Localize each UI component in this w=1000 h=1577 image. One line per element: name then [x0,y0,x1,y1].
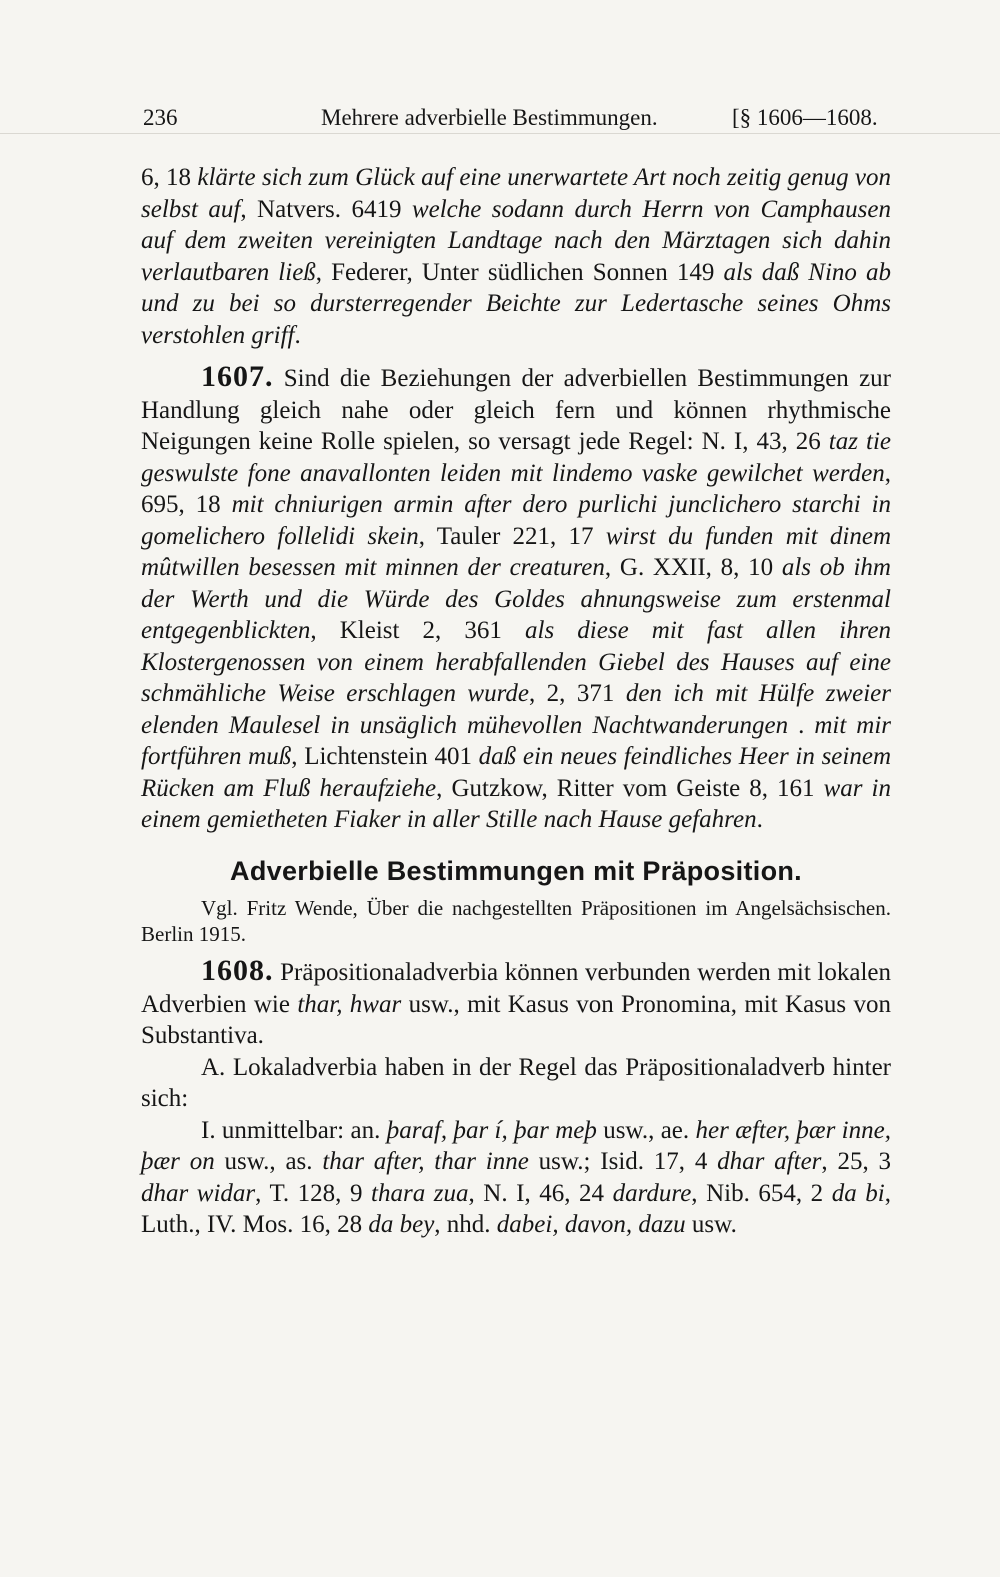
italic-quotation: da bi [831,1179,885,1207]
text-run: , Lichtenstein 401 [291,743,479,770]
text-run: , Luth., IV. Mos. 16, 28 [141,1179,891,1238]
text-run: 6, 18 [141,164,198,191]
italic-quotation: thara zua [371,1179,469,1207]
page-number: 236 [143,105,178,130]
italic-quotation: den ich mit Hülfe zweier elenden Maulesel in unsäglich mühevollen Nachtwanderungen [141,680,891,739]
italic-quotation: da bey [368,1211,435,1238]
text-run: , nhd. [434,1211,497,1238]
text-run: . [756,806,763,833]
italic-quotation: war in einem gemietheten Fiaker in aller Stille nach Hause gefahren [141,774,892,833]
paragraph-1607 [141,361,891,836]
italic-quotation: daß ein neues feindliches Heer in seinem Rücken am Fluß heraufziehe [141,743,891,802]
text-run: , Nib. 654, 2 [691,1179,832,1207]
section-range: [§ 1606—1608. [732,105,878,130]
italic-quotation: als ob ihm der Werth und die Würde des Goldes ahnungsweise zum erstenmal entgegenblickten [141,554,891,644]
text-run: . [294,321,301,349]
italic-quotation: welche sodann durch Herrn von Camphausen auf dem zweiten vereinigten Landtage nach den Märztagen sich dahin verlautbaren ließ [141,195,891,286]
section-heading: Adverbielle Bestimmungen mit Präposition. [230,855,802,886]
text-run: , N. I, 46, 24 [468,1179,613,1207]
section-number: 1607. [201,360,274,393]
paragraph-1608 [141,955,891,1052]
italic-quotation: dhar widar [141,1179,256,1207]
italic-quotation: þaraf, þar í, þar meþ [386,1116,597,1144]
italic-quotation: taz tie geswulste fone anavallonten leiden mit lindemo vaske gewilchet werden [141,428,891,487]
paragraph-1608-a [141,1052,891,1115]
text-run: I. unmittelbar: an. [201,1116,387,1144]
italic-quotation: thar after, thar inne [322,1148,529,1175]
text-run: usw., as. [214,1148,323,1175]
text-run: usw., mit Kasus von Pronomina, mit Kasus von Substantiva. [141,990,891,1049]
italic-quotation: wirst du funden mit dinem mûtwillen besessen mit minnen der creaturen [141,522,891,581]
italic-quotation: mit chniurigen armin after dero purlichi junclichero starchi in gomelichero follelidi skein [141,491,892,550]
bibliographic-reference: Vgl. Fritz Wende, Über die nachgestellten Präpositionen im Angelsächsischen. Berlin 1915. [141,896,891,946]
header-rule [0,133,1000,134]
text-run: , 25, 3 [821,1148,891,1175]
text-run: Sind die Beziehungen der adverbiellen Bestimmungen zur Handlung gleich nahe oder gleich fern und können rhythmische Neigungen keine Rolle spielen, so versagt jede Regel: N. I, 43, 26 [141,365,891,455]
text-run: . [788,711,815,739]
italic-quotation: thar, hwar [297,990,402,1018]
italic-quotation: dhar after [717,1148,822,1175]
page-body [141,162,891,1241]
paragraph-1608-a-i [141,1115,891,1241]
text-run: , G. XXII, 8, 10 [604,554,782,581]
italic-quotation: klärte sich zum Glück auf eine unerwartete Art noch zeitig genug von selbst auf [141,164,891,223]
text-run: , 2, 371 [528,680,626,707]
text-run: , T. 128, 9 [255,1179,372,1207]
italic-quotation: mit mir fortführen muß [141,711,891,770]
paragraph-1606-continuation [141,162,891,351]
running-title: Mehrere adverbielle Bestimmungen. [321,105,658,130]
italic-quotation: her æfter, þær inne, þær on [141,1116,891,1175]
text-run: , Federer, Unter südlichen Sonnen 149 [315,258,724,286]
text-run: usw. [685,1211,737,1238]
text-run: , 695, 18 [141,459,891,518]
italic-quotation: als diese mit fast allen ihren Klostergenossen von einem herabfallenden Giebel des Hauses auf eine schmähliche Weise erschlagen wurde [141,617,891,707]
section-number: 1608. [201,954,274,987]
text-run: , Natvers. 6419 [240,195,412,223]
text-run: Präpositionaladverbia können verbunden werden mit lokalen Adverbien wie [141,959,891,1018]
text-run: , Tauler 221, 17 [418,522,606,550]
text-run: , Kleist 2, 361 [310,617,526,644]
text-run: usw., ae. [596,1116,696,1144]
text-run: A. Lokaladverbia haben in der Regel das Präpositionaladverb hinter sich: [141,1053,891,1112]
italic-quotation: als daß Nino ab und zu bei so dursterregender Beichte zur Ledertasche seines Ohms verstohlen griff [141,258,892,349]
italic-quotation: dardure [612,1179,692,1207]
text-run: , Gutzkow, Ritter vom Geiste 8, 161 [436,774,824,802]
italic-quotation: dabei, davon, dazu [496,1211,686,1238]
text-run: usw.; Isid. 17, 4 [528,1148,718,1175]
